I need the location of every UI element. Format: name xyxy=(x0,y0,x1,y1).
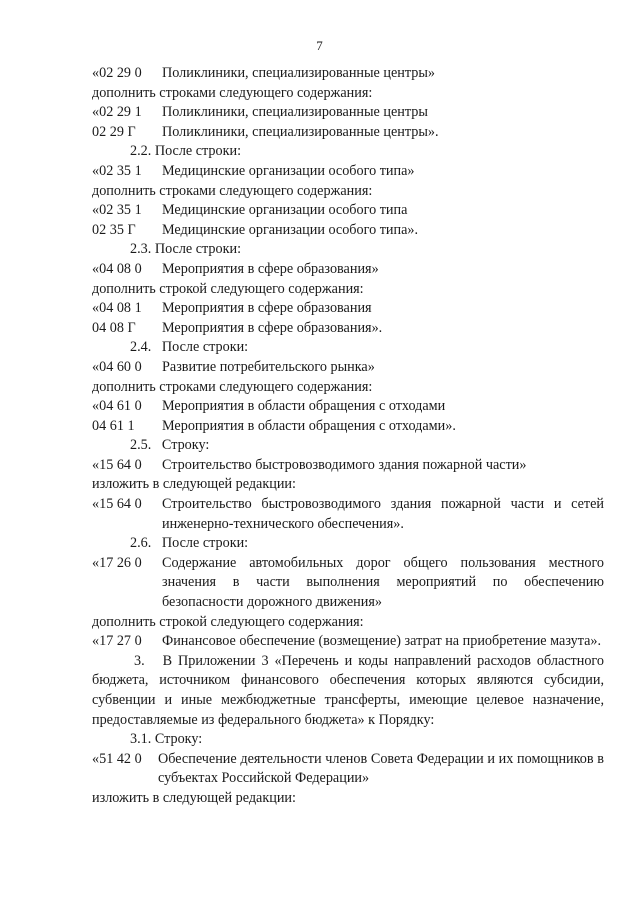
budget-code: «04 08 1 xyxy=(92,300,142,317)
code-description: Строительство быстровозводимого здания пожарной части» xyxy=(162,456,527,473)
code-row xyxy=(92,299,604,319)
code-row xyxy=(92,397,604,417)
code-description: Медицинские организации особого типа» xyxy=(162,162,415,179)
code-description: Медицинские организации особого типа xyxy=(162,202,408,219)
code-description: Поликлиники, специализированные центры xyxy=(162,104,428,121)
code-description: Поликлиники, специализированные центры». xyxy=(162,123,439,140)
code-description: Строительство быстровозводимого здания пожарной части и сетей инженерно-технического обеспечения». xyxy=(162,496,604,532)
code-row xyxy=(92,750,604,789)
code-row xyxy=(92,64,604,84)
code-row xyxy=(92,495,604,534)
code-row xyxy=(92,554,604,613)
subsection-heading: 3.1. Строку: xyxy=(130,731,203,748)
code-row xyxy=(92,103,604,123)
budget-code: 04 08 Г xyxy=(92,319,136,336)
budget-code: «51 42 0 xyxy=(92,750,142,767)
code-row xyxy=(92,417,604,437)
subsection-heading: 2.3. После строки: xyxy=(130,241,242,258)
budget-code: «02 29 1 xyxy=(92,104,142,121)
text-line: дополнить строкой следующего содержания: xyxy=(92,280,364,297)
budget-code: 04 61 1 xyxy=(92,417,135,434)
document-body xyxy=(92,64,608,809)
code-row xyxy=(92,221,604,241)
budget-code: «17 27 0 xyxy=(92,633,142,650)
code-description: Содержание автомобильных дорог общего пользования местного значения в части выполнения мероприятий по обеспечению безопасности дорожного движения» xyxy=(162,554,604,611)
subsection-heading: 2.2. После строки: xyxy=(130,143,242,160)
code-row xyxy=(92,123,604,143)
code-description: Мероприятия в области обращения с отходами xyxy=(162,398,446,415)
code-row xyxy=(92,162,604,182)
budget-code: «17 26 0 xyxy=(92,554,142,571)
text-line: дополнить строками следующего содержания: xyxy=(92,182,373,199)
code-row xyxy=(92,201,604,221)
code-description: Мероприятия в сфере образования» xyxy=(162,260,379,277)
code-description: Мероприятия в сфере образования xyxy=(162,300,372,317)
budget-code: «02 35 1 xyxy=(92,202,142,219)
code-row xyxy=(92,358,604,378)
budget-code: «02 35 1 xyxy=(92,162,142,179)
text-line: дополнить строкой следующего содержания: xyxy=(92,613,364,630)
budget-code: «04 61 0 xyxy=(92,398,142,415)
page-number: 7 xyxy=(316,38,323,53)
code-description: Медицинские организации особого типа». xyxy=(162,221,419,238)
budget-code: «04 60 0 xyxy=(92,358,142,375)
budget-code: «02 29 0 xyxy=(92,65,142,81)
code-row xyxy=(92,456,604,476)
code-description: Мероприятия в области обращения с отходами». xyxy=(162,417,456,434)
budget-code: «04 08 0 xyxy=(92,260,142,277)
code-description: Поликлиники, специализированные центры» xyxy=(162,65,435,81)
paragraph: 3. В Приложении 3 «Перечень и коды направлений расходов областного бюджета, источником финансового обеспечения которых являются субсидии, субвенции и иные межбюджетные трансферты, имеющие целевое назначение, предоставляемые из федерального бюджета» к Порядку: xyxy=(92,652,608,728)
budget-code: «15 64 0 xyxy=(92,456,142,473)
code-row xyxy=(92,319,604,339)
code-description: Развитие потребительского рынка» xyxy=(162,358,375,375)
text-line: дополнить строками следующего содержания: xyxy=(92,378,373,395)
budget-code: 02 35 Г xyxy=(92,221,136,238)
subsection-heading: 2.5. Строку: xyxy=(130,437,210,454)
code-row xyxy=(92,632,604,652)
text-line: изложить в следующей редакции: xyxy=(92,789,296,806)
budget-code: 02 29 Г xyxy=(92,123,136,140)
code-description: Мероприятия в сфере образования». xyxy=(162,319,383,336)
code-description: Обеспечение деятельности членов Совета Федерации и их помощников в субъектах Российской Федерации» xyxy=(158,750,604,787)
code-row xyxy=(92,260,604,280)
code-description: Финансовое обеспечение (возмещение) затрат на приобретение мазута». xyxy=(162,633,602,650)
subsection-heading: 2.6. После строки: xyxy=(130,535,249,552)
budget-code: «15 64 0 xyxy=(92,496,142,513)
text-line: изложить в следующей редакции: xyxy=(92,476,296,493)
subsection-heading: 2.4. После строки: xyxy=(130,339,249,356)
text-line: дополнить строками следующего содержания: xyxy=(92,84,373,101)
